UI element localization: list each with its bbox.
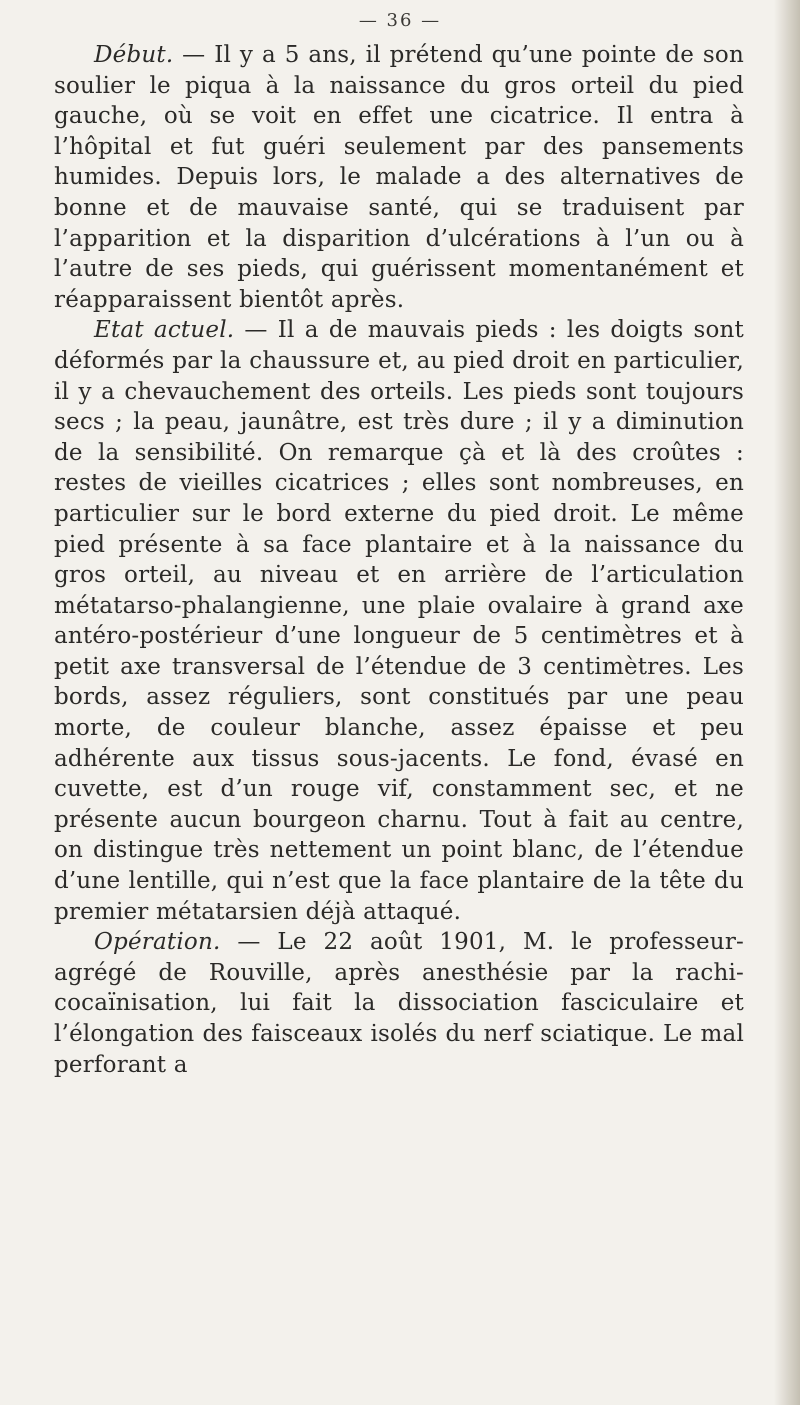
paragraph-debut — [54, 40, 744, 315]
paragraph-etat-actuel — [54, 315, 744, 927]
section-lead: Etat actuel. — [94, 317, 235, 344]
paragraph-text: — Il a de mauvais pieds : les doigts sont déformés par la chaussure et, au pied droit en particulier, il y a chevauchement des orteils. Les pieds sont toujours secs ; la peau, jaunâtre, est très dure ; il y a diminution de la sensibilité. On remarque çà et là des croûtes : restes de vieilles cicatrices ; elles sont nombreuses, en particulier sur le bord externe du pied droit. Le même pied présente à sa face plantaire et à la naissance du gros orteil, au niveau et en arrière de l’articulation métatarso-phalangienne, une plaie ovalaire à grand axe antéro-postérieur d’une longueur de 5 centimètres et à petit axe transversal de l’étendue de 3 centimètres. Les bords, assez réguliers, sont constitués par une peau morte, de couleur blanche, assez épaisse et peu adhérente aux tissus sous-jacents. Le fond, évasé en cuvette, est d’un rouge vif, constamment sec, et ne présente aucun bourgeon charnu. Tout à fait au centre, on distingue très nettement un point blanc, de l’étendue d’une lentille, qui n’est que la face plantaire de la tête du premier métatarsien déjà attaqué. — [54, 317, 744, 925]
paragraph-operation — [54, 927, 744, 1080]
page-number: — 36 — — [358, 10, 442, 31]
section-lead: Début. — [94, 42, 174, 68]
page-edge-shadow — [774, 0, 800, 1405]
paragraph-text: — Il y a 5 ans, il prétend qu’une pointe de son soulier le piqua à la naissance du gros orteil du pied gauche, où se voit en effet une cicatrice. Il entra à l’hôpital et fut guéri seulement par des pansements humides. Depuis lors, le malade a des alternatives de bonne et de mauvaise santé, qui se traduisent par l’apparition et la disparition d’ulcérations à l’un ou à l’autre de ses pieds, qui guérissent momentanément et réapparaissent bientôt après. — [54, 42, 744, 313]
section-lead: Opération. — [94, 929, 221, 956]
paragraph-text: — Le 22 août 1901, M. le professeur-agrégé de Rouville, après anesthésie par la rachi-cocaïnisation, lui fait la dissociation fasciculaire et l’élongation des faisceaux isolés du nerf sciatique. Le mal perforant a — [54, 929, 744, 1078]
body-text — [54, 40, 744, 1080]
